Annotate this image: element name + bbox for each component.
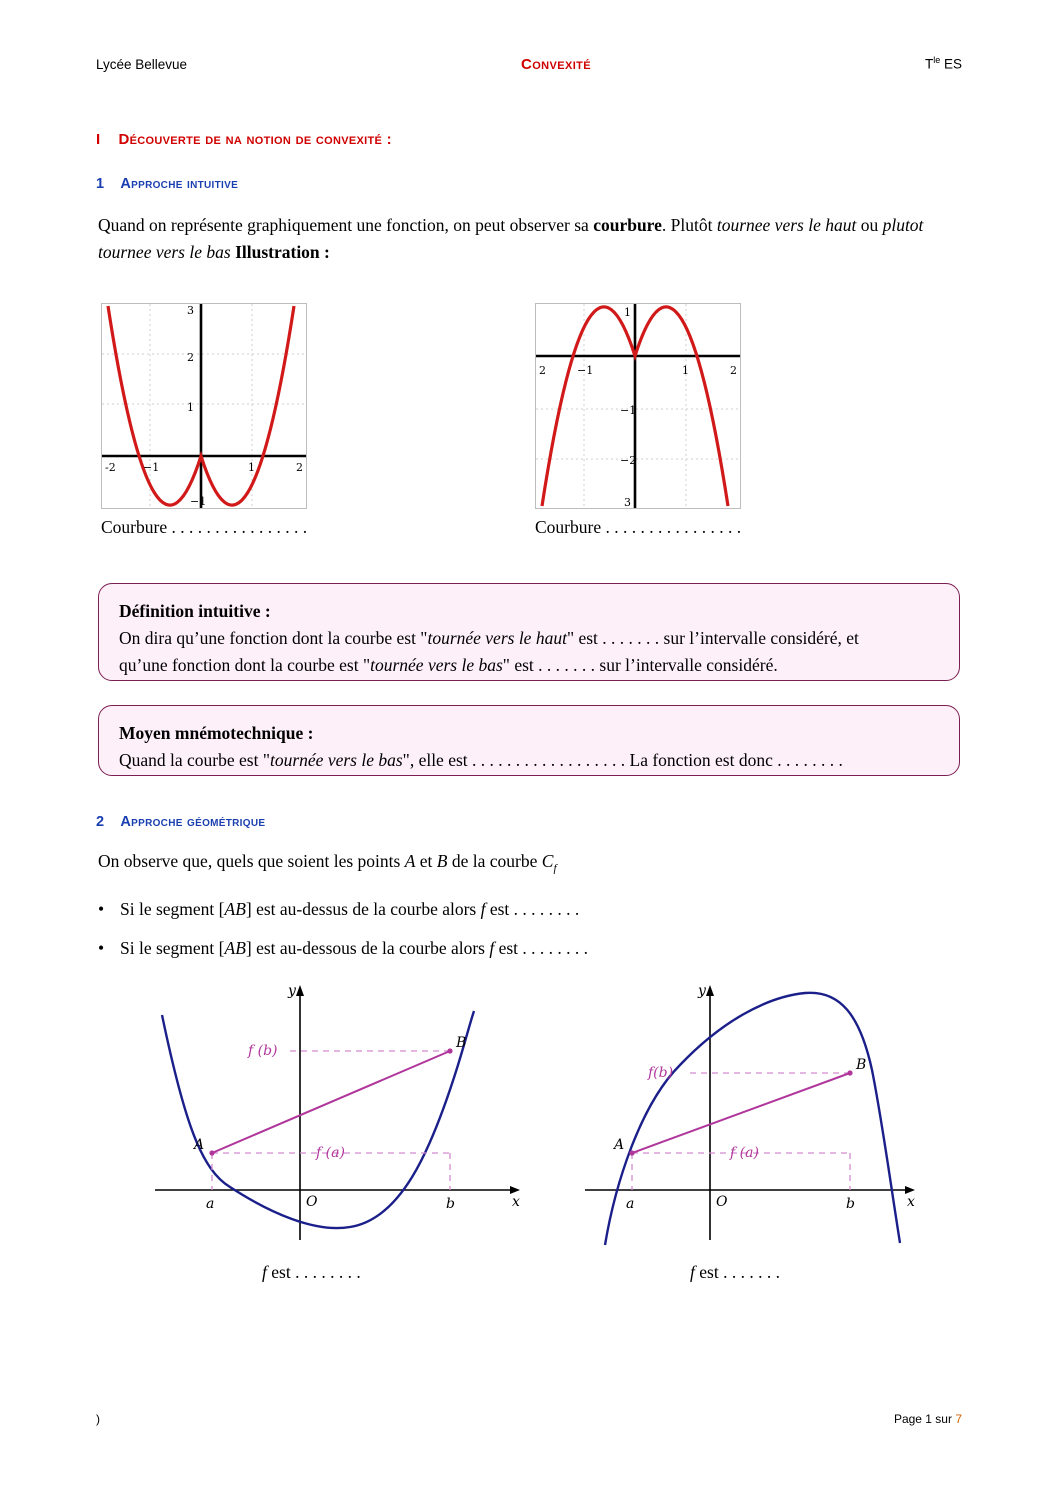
definition-box-title: Définition intuitive : [119,601,271,621]
bullet-item-1 [98,899,898,920]
concave-svg [570,975,970,1250]
svg-text:−2: −2 [620,454,637,467]
svg-text:-2: -2 [105,461,116,474]
svg-text:f (a): f (a) [316,1145,345,1161]
figure-concave-caption: f est . . . . . . . [690,1262,780,1282]
svg-text:b: b [846,1196,855,1212]
figure-concave [570,975,970,1250]
section-title-1: Découverte de na notion de convexité : [118,131,392,148]
svg-text:1: 1 [248,461,255,474]
svg-text:f (b): f (b) [248,1043,278,1059]
subsection-title-1-1: Approche intuitive [120,176,239,192]
parabola-up-svg [102,304,306,508]
svg-text:B: B [456,1035,467,1051]
svg-text:2: 2 [187,351,194,364]
intro-paragraph [98,212,964,266]
figure-parabola-up [101,303,307,509]
svg-text:f (a): f (a) [730,1145,759,1161]
svg-text:x: x [512,1194,520,1210]
intro-text-a: Quand on représente graphiquement une fonction, on peut observer sa [98,215,594,235]
figure-right-caption: Courbure . . . . . . . . . . . . . . . . [535,517,742,537]
definition-box-intuitive [98,583,960,681]
page-header [96,55,962,73]
definition-box-line2: qu’une fonction dont la courbe est "tournée vers le bas" est . . . . . . . sur l’intervalle considéré. [119,655,778,675]
definition-box-line1: On dira qu’une fonction dont la courbe est "tournée vers le haut" est . . . . . . . sur l’intervalle considéré, et [119,628,859,648]
figure-convex [140,975,540,1250]
section-number-1: I [96,131,101,148]
svg-text:y: y [288,983,296,999]
svg-text:f(b): f(b) [648,1065,674,1081]
svg-text:O: O [306,1194,318,1210]
intro-text-italic2: plutot tournee vers le bas [98,215,924,262]
intro-text-illustration: Illustration : [230,242,330,262]
svg-text:1: 1 [682,364,689,377]
svg-text:A: A [194,1137,205,1153]
header-title: Convexité [520,55,592,73]
svg-text:x: x [907,1194,915,1210]
mnemonic-box-title: Moyen mnémotechnique : [119,723,314,743]
bullet-dot: • [98,899,105,919]
svg-text:2: 2 [730,364,737,377]
svg-text:−1: −1 [620,404,637,417]
svg-text:y: y [698,983,706,999]
svg-text:1: 1 [624,306,631,319]
svg-text:B: B [856,1057,867,1073]
bullet-text-1: Si le segment [AB] est au-dessus de la courbe alors f est . . . . . . . . [120,899,580,919]
subsection-title-1-2: Approche géométrique [120,814,266,830]
mnemonic-box [98,705,960,776]
subsection-number-1-1: 1 [96,176,105,192]
svg-text:a: a [206,1196,215,1212]
footer-left: ) [96,1412,100,1426]
intro-text-c: . Plutôt [661,215,717,235]
svg-text:A: A [614,1137,625,1153]
section-heading-1 [96,131,392,148]
geometric-intro: On observe que, quels que soient les points A et B de la courbe $C_f$ [98,851,557,875]
svg-text:−1: −1 [143,461,160,474]
svg-text:b: b [446,1196,455,1212]
intro-text-bold: courbure [593,215,662,235]
footer-page: Page 1 sur 7 [893,1412,962,1426]
svg-text:2: 2 [539,364,546,377]
svg-text:3: 3 [187,304,194,317]
intro-text-italic1: tournee vers le haut [716,215,857,235]
svg-text:3: 3 [624,496,631,508]
svg-text:−1: −1 [190,495,207,508]
svg-text:O: O [716,1194,728,1210]
svg-text:−1: −1 [577,364,594,377]
bullet-text-2: Si le segment [AB] est au-dessous de la courbe alors f est . . . . . . . . [120,938,589,958]
parabola-down-svg [536,304,740,508]
convex-svg [140,975,540,1250]
subsection-heading-1-1 [96,176,238,192]
subsection-number-1-2: 2 [96,814,105,830]
figure-parabola-down [535,303,741,509]
figure-convex-caption: f est . . . . . . . . [262,1262,361,1282]
page-footer [96,1412,962,1426]
svg-text:a: a [626,1196,635,1212]
header-school: Lycée Bellevue [96,56,188,72]
intro-text-e: ou [856,215,883,235]
svg-text:2: 2 [296,461,303,474]
bullet-dot: • [98,938,105,958]
svg-text:1: 1 [187,401,194,414]
mnemonic-box-line1: Quand la courbe est "tournée vers le bas", elle est . . . . . . . . . . . . . . . . . . La fonction est donc . . . . . . . . [119,750,843,770]
bullet-item-2 [98,938,898,959]
subsection-heading-1-2 [96,814,265,830]
header-class: $T^{le}$ ES [924,55,962,72]
figure-left-caption: Courbure . . . . . . . . . . . . . . . . [101,517,308,537]
